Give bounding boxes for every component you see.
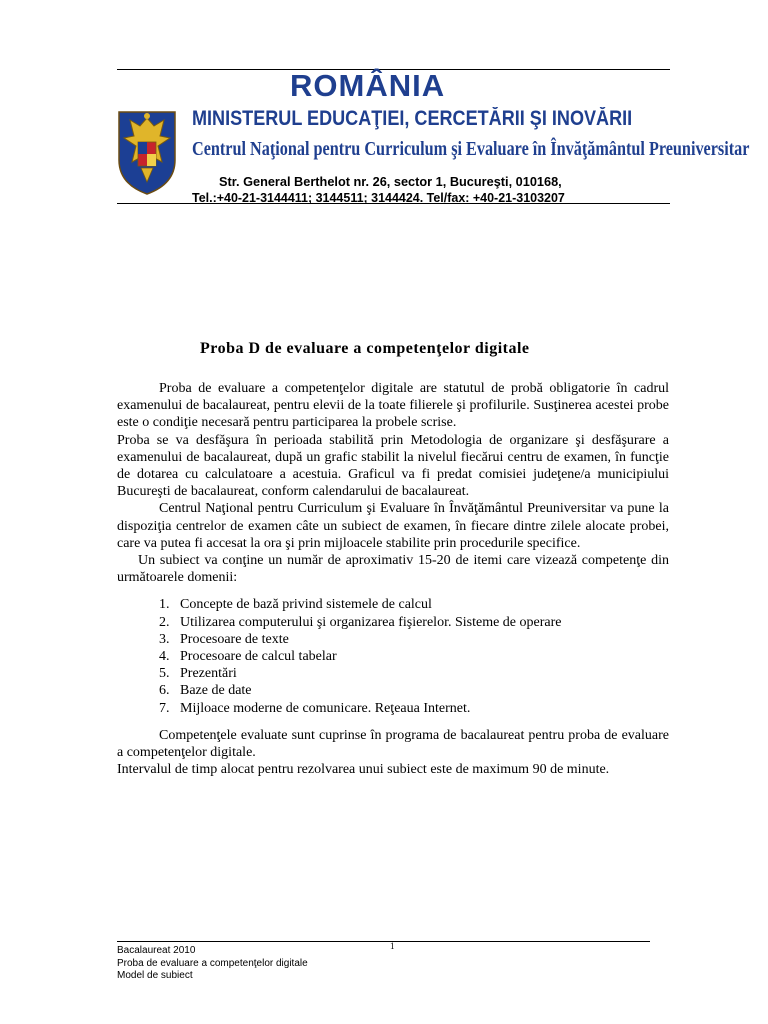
list-item: [159, 700, 669, 717]
list-item: [159, 682, 669, 699]
list-item-number: 5.: [159, 666, 170, 682]
header-address: Str. General Berthelot nr. 26, sector 1, Bucureşti, 010168,: [219, 174, 562, 189]
coat-of-arms-icon: [116, 108, 178, 196]
list-item-number: 4.: [159, 649, 170, 665]
header-country: ROMÂNIA: [290, 68, 446, 103]
document-title: Proba D de evaluare a competenţelor digitale: [200, 340, 530, 357]
list-item-number: 1.: [159, 597, 170, 613]
paragraph: Centrul Naţional pentru Curriculum şi Evaluare în Învăţământul Preuniversitar va pune la dispoziţia centrelor de examen câte un subiect de examen, în fiecare dintre zilele alocate probei, care va putea fi accesat la ora şi prin mijloacele stabilite prin procedurile specifice.: [117, 501, 669, 551]
list-item-number: 2.: [159, 614, 170, 630]
paragraph: Proba se va desfăşura în perioada stabilită prin Metodologia de organizare şi desfăşurare a examenului de bacalaureat, după un grafic stabilit la nivelul fiecărui centru de examen, în funcţie de dotarea cu calculatoare a acestuia. Graficul va fi predat comisiei judeţene/a municipiului Bucureşti de bacalaureat, conform calendarului de bacalaureat.: [117, 432, 669, 500]
footer-line: Model de subiect: [117, 970, 193, 981]
footer-line: Bacalaureat 2010: [117, 945, 196, 956]
list-item-text: Utilizarea computerului şi organizarea fişierelor. Sisteme de operare: [180, 614, 562, 630]
header-center: Centrul Naţional pentru Curriculum şi Evaluare în Învăţământul Preuniversitar: [192, 138, 750, 160]
list-item-text: Baze de date: [180, 683, 252, 699]
list-item: [159, 665, 669, 682]
list-item: [159, 631, 669, 648]
footer: [117, 945, 308, 983]
list-item-text: Procesoare de texte: [180, 631, 289, 647]
document-body: [117, 380, 669, 778]
footer-rule: [117, 941, 650, 942]
footer-line: Proba de evaluare a competenţelor digitale: [117, 957, 308, 969]
list-item-number: 7.: [159, 700, 170, 716]
paragraph: Intervalul de timp alocat pentru rezolvarea unui subiect este de maximum 90 de minute.: [117, 762, 610, 778]
header-phones: Tel.:+40-21-3144411; 3144511; 3144424. Tel/fax: +40-21-3103207: [192, 190, 565, 205]
list-item: [159, 596, 669, 613]
paragraph: Proba de evaluare a competenţelor digitale are statutul de probă obligatorie în cadrul examenului de bacalaureat, pentru elevii de la toate filierele şi profilurile. Susţinerea acestei probe este o condiţie necesară pentru participarea la probele scrise.: [117, 381, 669, 431]
domains-list: [117, 596, 669, 716]
list-item: [159, 648, 669, 665]
list-item-text: Concepte de bază privind sistemele de calcul: [180, 597, 432, 613]
list-item: [159, 614, 669, 631]
list-item-number: 3.: [159, 631, 170, 647]
list-item-text: Prezentări: [180, 666, 237, 682]
page-number: 1: [390, 941, 395, 951]
paragraph: Competenţele evaluate sunt cuprinse în programa de bacalaureat pentru proba de evaluare a competenţelor digitale.: [117, 727, 669, 761]
header-ministry: MINISTERUL EDUCAŢIEI, CERCETĂRII ŞI INOVĂRII: [192, 107, 633, 130]
list-item-text: Procesoare de calcul tabelar: [180, 649, 337, 665]
paragraph: Un subiect va conţine un număr de aproximativ 15-20 de itemi care vizează competenţe din următoarele domenii:: [117, 553, 669, 586]
list-item-number: 6.: [159, 683, 170, 699]
list-item-text: Mijloace moderne de comunicare. Reţeaua Internet.: [180, 700, 471, 716]
